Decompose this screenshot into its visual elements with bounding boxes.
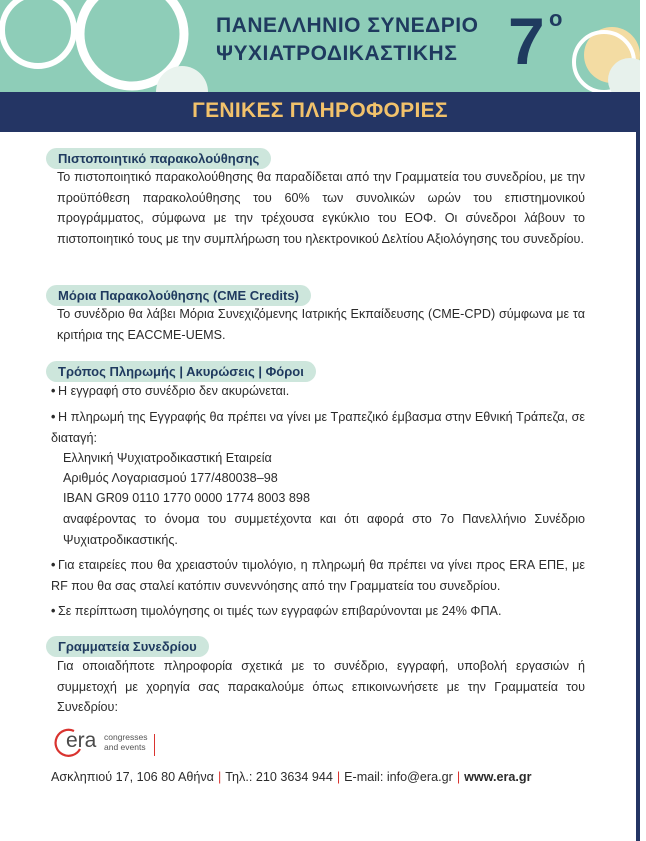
bullet-dot: • — [51, 604, 56, 618]
conference-title-line1: ΠΑΝΕΛΛΗΝΙΟ ΣΥΝΕΔΡΙΟ — [216, 14, 479, 37]
ring-left — [2, 0, 74, 66]
heading-certificate: Πιστοποιητικό παρακολούθησης — [46, 148, 271, 169]
separator: | — [217, 770, 222, 784]
heading-secretariat: Γραμματεία Συνεδρίου — [46, 636, 209, 657]
conference-title-line2: ΨΥΧΙΑΤΡΟΔΙΚΑΣΤΙΚΗΣ — [216, 42, 458, 65]
secretariat-text: Για οποιαδήποτε πληροφορία σχετικά με το συνέδριο, εγγραφή, υποβολή εργασιών ή συμμετοχή με χορηγία σας παρακαλούμε όπως επικοινωνήσετε με την Γραμματεία του Συνεδρίου: — [57, 659, 585, 714]
logo-tagline — [104, 732, 147, 752]
payment-bullet-1 — [51, 381, 585, 402]
right-border — [636, 132, 640, 841]
bullet-text: Για εταιρείες που θα χρειαστούν τιμολόγιο, η πληρωμή θα πρέπει να γίνει προς ERA ΕΠΕ, με RF που θα σας σταλεί κατόπιν συνεννόησης από την Γραμματεία του συνεδρίου. — [51, 558, 585, 593]
cme-text: Το συνέδριο θα λάβει Μόρια Συνεχιζόμενης Ιατρικής Εκπαίδευσης (CME-CPD) σύμφωνα με τα κριτήρια της EACCME-UEMS. — [57, 307, 585, 342]
bullet-dot: • — [51, 384, 56, 398]
bank-iban: IBAN GR09 0110 1770 0000 1774 8003 898 — [63, 491, 310, 505]
logo-tag-line1: congresses — [104, 732, 148, 742]
bank-name: Ελληνική Ψυχιατροδικαστική Εταιρεία — [63, 451, 272, 465]
certificate-text: Το πιστοποιητικό παρακολούθησης θα παραδίδεται από την Γραμματεία του συνεδρίου, με την προϋπόθεση παρακολούθησης του 60% των συνολικών ωρών του επιστημονικού προγράμματος, σύμφωνα με την τρέχουσα εγκύκλιο του ΕΟΦ. Οι σύνεδροι λάβουν το πιστοποιητικό τους με την συμπλήρωση του ηλεκτρονικού Δελτίου Αξιολόγησης του συνεδρίου. — [57, 170, 585, 246]
heading-cme: Μόρια Παρακολούθησης (CME Credits) — [46, 285, 311, 306]
heading-payment: Τρόπος Πληρωμής | Ακυρώσεις | Φόροι — [46, 361, 316, 382]
section-title-bar — [0, 92, 640, 132]
separator: | — [456, 770, 461, 784]
email[interactable]: E-mail: info@era.gr — [344, 770, 453, 784]
payment-bullet-3 — [51, 555, 585, 596]
bullet-text: Η πληρωμή της Εγγραφής θα πρέπει να γίνει με Τραπεζικό έμβασμα στην Εθνική Τράπεζα, σε διαταγή: — [51, 410, 585, 445]
logo-tag-line2: and events — [104, 742, 146, 752]
website-link[interactable]: www.era.gr — [464, 770, 532, 784]
bullet-text: Σε περίπτωση τιμολόγησης οι τιμές των εγγραφών επιβαρύνονται με 24% ΦΠΑ. — [58, 604, 502, 618]
payment-reference-note: αναφέροντας το όνομα του συμμετέχοντα και ότι αφορά στο 7ο Πανελλήνιο Συνέδριο Ψυχιατροδικαστικής. — [63, 512, 585, 547]
header-banner — [0, 0, 640, 92]
bullet-dot: • — [51, 410, 56, 424]
address: Ασκληπιού 17, 106 80 Αθήνα — [51, 770, 214, 784]
edition-suffix: ο — [549, 6, 563, 31]
page-title: ΓΕΝΙΚΕΣ ΠΛΗΡΟΦΟΡΙΕΣ — [192, 99, 448, 122]
payment-bullet-2 — [51, 407, 585, 448]
edition-number: 7 — [508, 4, 545, 78]
bullet-dot: • — [51, 558, 56, 572]
separator: | — [336, 770, 341, 784]
bullet-text: Η εγγραφή στο συνέδριο δεν ακυρώνεται. — [58, 384, 290, 398]
logo-divider — [154, 734, 155, 756]
payment-bullet-4 — [51, 601, 585, 622]
bank-account: Αριθμός Λογαριασμού 177/480038–98 — [63, 471, 278, 485]
logo-text: era — [66, 729, 97, 752]
contact-line — [51, 768, 532, 786]
phone: Τηλ.: 210 3634 944 — [225, 770, 333, 784]
